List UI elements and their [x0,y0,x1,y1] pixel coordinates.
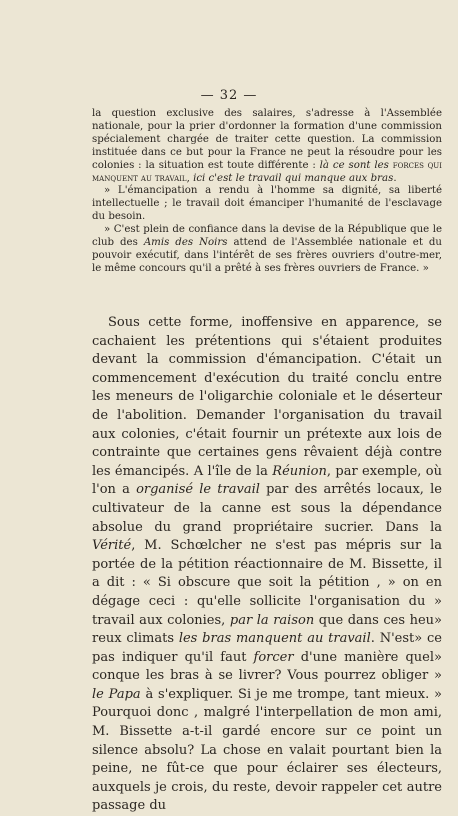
italic-run: Réunion [272,463,327,479]
text-run: à s'expliquer. Si je me trompe, tant mieux. » Pourquoi donc , malgré l'interpellation de mon ami, M. Bissette a-t-il gardé encore sur ce point un silence absolu? La chose en valait pourtant bien la peine, ne fût-ce que pour éclairer ses électeurs, auxquels je crois, du reste, devoir rappeler cet autre passage du [92,686,442,814]
italic-run: Vérité [92,538,132,554]
petition-quote [92,108,442,276]
text-run: , par exemple, où l'on a [92,463,442,498]
text-run: par des arrêtés locaux, le cultivateur de la canne est sous la dépendance absolue du grand propriétaire sucrier. Dans la [92,482,442,535]
text-run: la question exclusive des salaires, s'adresse à l'Assemblée nationale, pour la prier d'ordonner la formation d'une commission spécialement chargée de traiter cette question. La commission instituée dans ce but pour la France ne peut la résoudre pour les colonies : la situation est toute différente : [92,108,442,171]
italic-run: par la raison [229,612,315,628]
main-paragraph [92,314,442,816]
quote-paragraph-2: » L'émancipation a rendu à l'homme sa dignité, sa liberté intellectuelle ; le travail doit émanciper l'humanité de l'esclavage du besoin. [92,185,442,223]
italic-run: le Papa [92,686,141,702]
text-run: attend de l'Assemblée nationale et du pouvoir exécutif, dans l'intérêt de ses frères ouvriers d'outre-mer, le même concours qu'il a prêté à ses frères ouvriers de France. » [92,237,442,274]
text-run: que dans ces heu» reux climats [92,612,443,647]
quote-paragraph-1 [92,108,442,185]
body-paragraph [92,314,442,816]
text-run: , M. Schœlcher ne s'est pas mépris sur la portée de la pétition réactionnaire de M. Bissette, il a dit : « Si obscure que soit la pétition , » on en dégage ceci : qu'elle sollicite l'organisation du » travail aux colonies, [92,538,442,628]
text-run: , [186,172,194,184]
quote-paragraph-3 [92,224,442,276]
italic-run: là ce sont les [319,159,393,171]
small-caps-run: forces qui manquent au travail [92,159,442,184]
page-number: — 32 — [200,88,258,103]
text-run: Sous cette forme, inoffensive en apparence, se cachaient les prétentions qui s'étaient produites devant la commission d'émancipation. C'était un commencement d'exécution du traité conclu entre les meneurs de l'oligarchie coloniale et le déserteur de l'abolition. Demander l'organisation du travail aux colonies, c'était fournir un prétexte aux lois de contrainte que certaines gens rêvaient déjà contre les émancipés. A l'île de la [92,315,442,479]
text-run: d'une manière quel» conque les bras à se livrer? Vous pourrez obliger » [92,649,442,684]
text-run: . N'est» ce pas indiquer qu'il faut [92,631,442,665]
italic-run: forcer [253,649,294,665]
text-run: » C'est plein de confiance dans la devise de la République que le club des [92,224,442,249]
italic-run: Amis des Noirs [143,237,228,249]
italic-run: organisé le travail [136,482,260,498]
italic-run: les bras manquent au travail [178,631,371,647]
italic-run: ici c'est le travail qui manque aux bras [193,172,394,184]
text-run: . [393,172,397,184]
